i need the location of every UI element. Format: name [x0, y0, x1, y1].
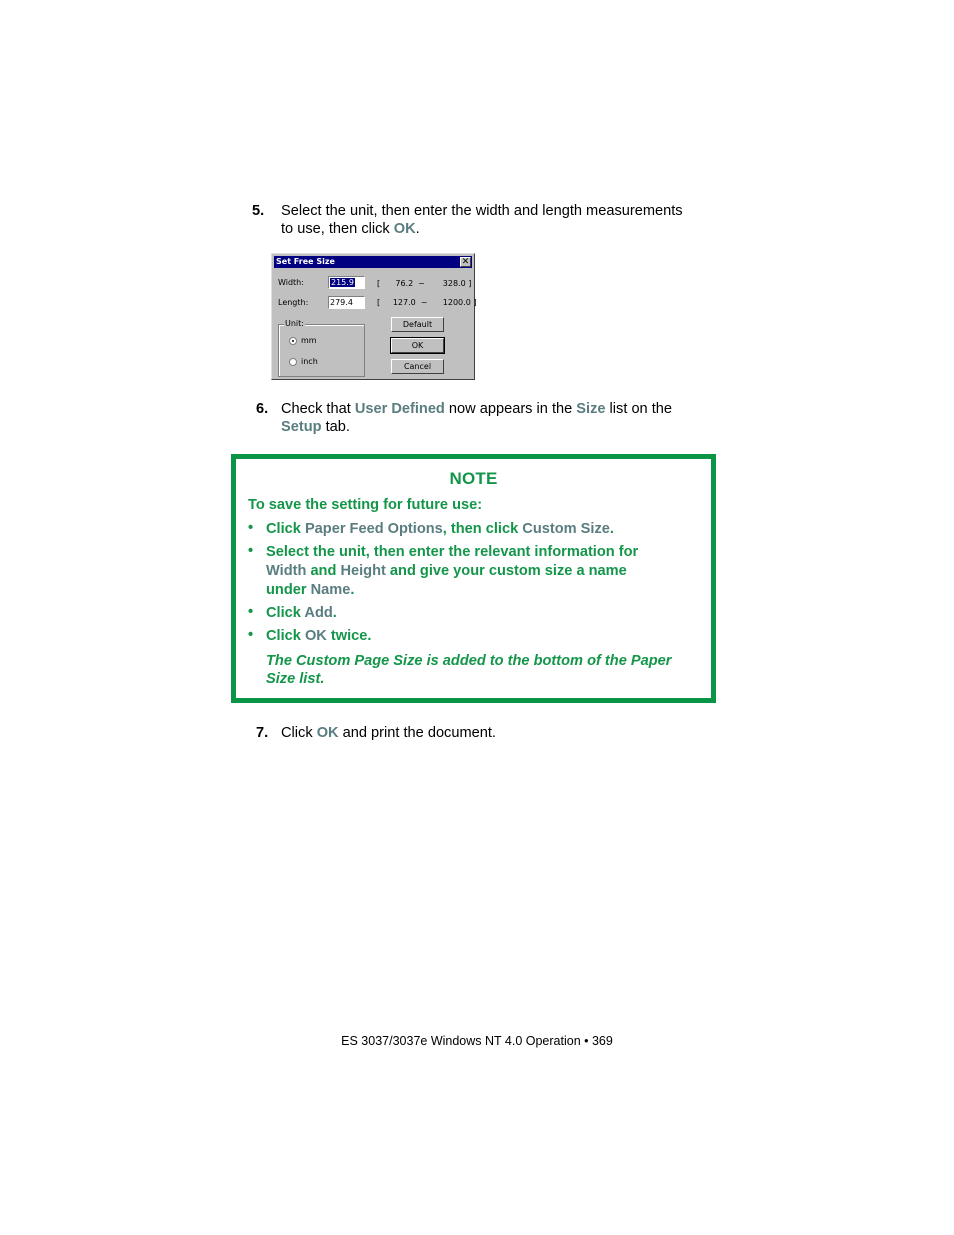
- dialog-title-bar: [274, 256, 472, 268]
- step-text-line2: to use, then click OK.: [281, 221, 420, 237]
- radio-mm-label: mm: [301, 336, 317, 345]
- unit-group: [278, 319, 365, 377]
- width-label: Width:: [278, 278, 304, 287]
- note-intro: To save the setting for future use:: [248, 497, 483, 513]
- unit-label: Unit:: [285, 319, 304, 328]
- setup-keyword: Setup: [281, 419, 322, 435]
- step-number: 5.: [252, 203, 265, 219]
- user-defined-keyword: User Defined: [354, 401, 445, 417]
- step-text-line1: Select the unit, then enter the width and length measurements: [281, 203, 683, 219]
- note-box: NOTE To save the setting for future use: • Click Paper Feed Options, then click Custom Size. • Select the unit, then enter the relevant information for Width and Height and give your custom size a name under Name. • Click Add. • Click OK twice. The Custom Page Size is added to the bottom of the Paper Size list.: [231, 454, 716, 703]
- dialog-title: Set Free Size: [276, 257, 335, 266]
- length-label: Length:: [278, 298, 309, 307]
- step-text: Click OK and print the document.: [281, 725, 496, 741]
- close-icon[interactable]: ✕: [461, 257, 470, 267]
- ok-keyword: OK: [316, 725, 339, 741]
- default-button[interactable]: Default: [391, 317, 444, 332]
- note-result: The Custom Page Size is added to the bottom of the Paper Size list.: [266, 653, 672, 687]
- page-footer: ES 3037/3037e Windows NT 4.0 Operation • 369: [341, 1034, 613, 1048]
- step-number: 6.: [256, 401, 269, 417]
- radio-mm[interactable]: [289, 337, 297, 345]
- cancel-button[interactable]: Cancel: [391, 359, 444, 374]
- set-free-size-dialog: [271, 253, 475, 380]
- step-number: 7.: [256, 725, 269, 741]
- step-text-line1: Check that User Defined now appears in the Size list on the: [281, 401, 673, 417]
- length-input[interactable]: 279.4: [328, 296, 365, 309]
- step-text-line2: Setup tab.: [281, 419, 350, 435]
- width-input[interactable]: 215.9: [328, 276, 365, 289]
- radio-inch-label: inch: [301, 357, 318, 366]
- radio-inch[interactable]: [289, 358, 297, 366]
- note-title: NOTE: [449, 469, 498, 488]
- ok-button[interactable]: OK: [391, 338, 444, 353]
- ok-keyword: OK: [393, 221, 416, 237]
- length-range: [ 127.0 ~ 1200.0 ]: [377, 298, 477, 307]
- width-range: [ 76.2 ~ 328.0 ]: [377, 279, 472, 288]
- size-keyword: Size: [576, 401, 606, 417]
